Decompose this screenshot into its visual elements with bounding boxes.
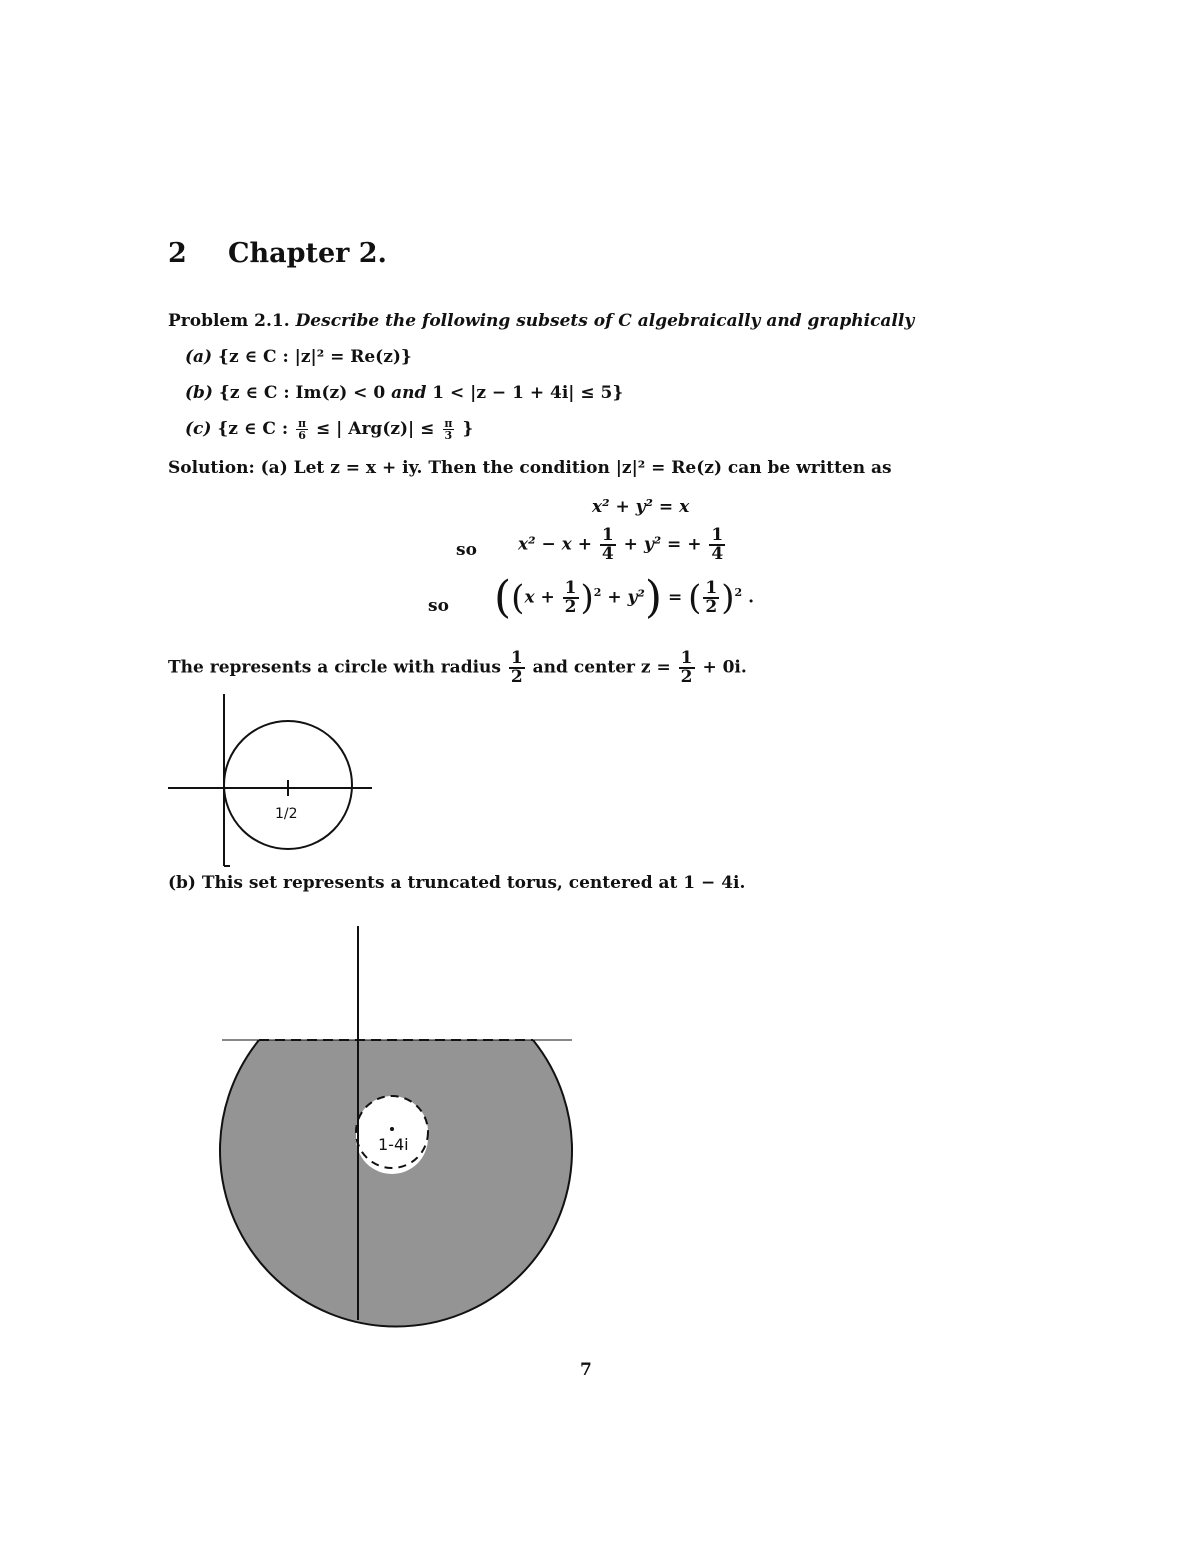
part-a-label: (a) (185, 347, 213, 367)
part-b-label: (b) (185, 383, 213, 403)
radius-fraction: $\frac{1}{2}$ (510, 648, 523, 687)
equation-3-frac-b: $\frac{1}{2}$ (705, 578, 718, 617)
part-b-and: and (391, 383, 427, 403)
equation-2-so: so (456, 540, 477, 560)
equation-2-mid: + y² = + (623, 534, 702, 555)
circle-description (168, 650, 747, 686)
part-c-label: (c) (185, 419, 212, 439)
equation-3-equals: = (667, 587, 683, 608)
page-number: 7 (580, 1360, 592, 1380)
problem-label: Problem 2.1. (168, 311, 290, 331)
equation-3-inner: x + (524, 587, 555, 608)
annulus-region (220, 1040, 572, 1326)
equation-3: ((x + $\frac{1}{2}$ )$^2$ + y²) = ( $\frac{1}{2}$ )$^2$ . (494, 572, 754, 623)
equation-1: x² + y² = x (592, 497, 690, 517)
solution-intro (168, 458, 892, 478)
equation-2-frac-b: $\frac{1}{4}$ (711, 525, 724, 564)
part-c-frac-pi-3: $\frac{\pi}{3}$ (444, 417, 453, 442)
part-a (185, 347, 412, 367)
section-title: Chapter 2. (228, 238, 387, 269)
tick-label-half: 1/2 (275, 806, 298, 822)
part-c-set-mid: ≤ | Arg(z)| ≤ (316, 419, 435, 439)
part-c-set-pre: {z ∈ C : (217, 419, 289, 439)
center-label: 1-4i (378, 1135, 409, 1154)
solution-label: Solution: (168, 458, 255, 478)
part-b-description: (b) This set represents a truncated torus, centered at 1 − 4i. (168, 873, 746, 893)
inner-hole (356, 1096, 428, 1168)
equation-3-tail: + y² (607, 587, 645, 608)
equation-3-frac-a: $\frac{1}{2}$ (564, 578, 577, 617)
figure-circle (160, 688, 390, 873)
center-fraction: $\frac{1}{2}$ (680, 648, 693, 687)
part-b-set-post: 1 < |z − 1 + 4i| ≤ 5} (432, 383, 624, 403)
section-number: 2 (168, 238, 187, 269)
part-b (185, 383, 623, 403)
figure-annulus (200, 920, 600, 1330)
equation-2-frac-a: $\frac{1}{4}$ (601, 525, 614, 564)
equation-2-pre: x² − x + (518, 534, 592, 555)
part-b-set-pre: {z ∈ C : Im(z) < 0 (218, 383, 386, 403)
circle-description-pre: The represents a circle with radius (168, 657, 501, 678)
equation-2 (518, 527, 727, 563)
circle-description-post: + 0i. (702, 657, 747, 678)
circle-description-mid: and center z = (532, 657, 671, 678)
problem-statement (168, 311, 914, 331)
solution-intro-text: (a) Let z = x + iy. Then the condition |z|² = Re(z) can be written as (260, 458, 892, 478)
center-point (390, 1127, 394, 1131)
equation-3-so: so (428, 596, 449, 616)
part-c-frac-pi-6: $\frac{\pi}{6}$ (298, 417, 307, 442)
part-c-set-post: } (462, 419, 474, 439)
part-a-set: {z ∈ C : |z|² = Re(z)} (218, 347, 412, 367)
problem-text: Describe the following subsets of C algebraically and graphically (295, 311, 915, 331)
part-c (185, 418, 473, 441)
